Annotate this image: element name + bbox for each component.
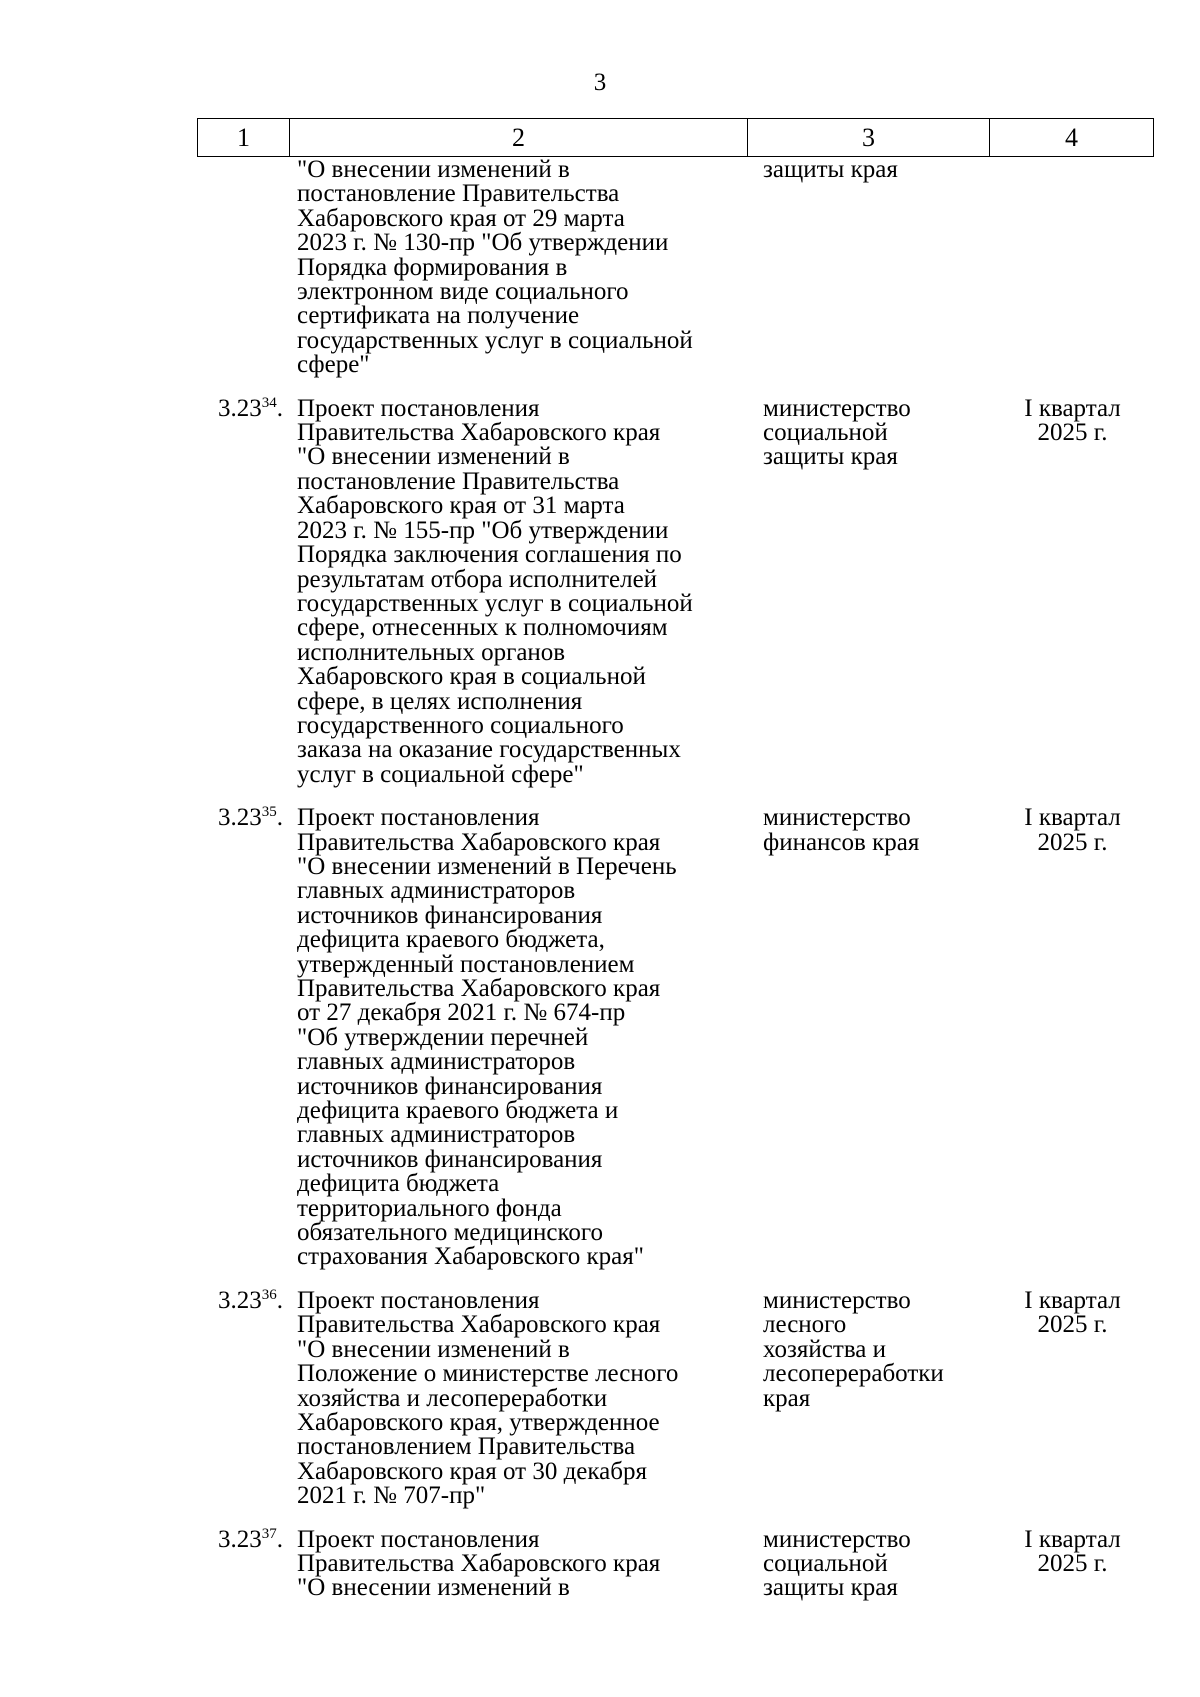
row-term: I квартал 2025 г. bbox=[1024, 804, 1121, 856]
row-number: 3.23$^{35}$. bbox=[218, 804, 283, 832]
row-title: Проект постановления Правительства Хабаровского края "О внесении изменений в Перечень главных администраторов источников финансирования дефицита краевого бюджета, утвержденный постановлением Правительства Хабаровского края от 27 декабря 2021 г. № 674-пр "Об утверждении перечней главных администраторов источников финансирования дефицита краевого бюджета и главных администраторов источников финансирования дефицита бюджета территориального фонда обязательного медицинского страхования Хабаровского края" bbox=[297, 804, 677, 1271]
table-header bbox=[197, 118, 1154, 157]
row-number: 3.23$^{36}$. bbox=[218, 1286, 283, 1314]
row-responsible: министерство социальной защиты края bbox=[763, 394, 911, 471]
row-responsible: министерство лесного хозяйства и лесопереработки края bbox=[763, 1286, 944, 1412]
row-title: "О внесении изменений в постановление Правительства Хабаровского края от 29 марта 2023 г. № 130-пр "Об утверждении Порядка формирования в электронном виде социального сертификата на получение государственных услуг в социальной сфере" bbox=[297, 156, 693, 379]
row-number: 3.23$^{37}$. bbox=[218, 1525, 283, 1553]
table-row bbox=[197, 1286, 1152, 1510]
header-col-3: 3 bbox=[748, 119, 990, 157]
header-col-4: 4 bbox=[990, 119, 1154, 157]
row-responsible: защиты края bbox=[763, 156, 898, 183]
row-title: Проект постановления Правительства Хабаровского края "О внесении изменений в bbox=[297, 1525, 661, 1602]
row-title: Проект постановления Правительства Хабаровского края "О внесении изменений в Положение о министерстве лесного хозяйства и лесопереработки Хабаровского края, утвержденное постановлением Правительства Хабаровского края от 30 декабря 2021 г. № 707-пр" bbox=[297, 1286, 679, 1510]
row-term: I квартал 2025 г. bbox=[1024, 394, 1121, 447]
table-row bbox=[197, 158, 1152, 378]
table-body bbox=[197, 158, 1152, 1620]
page-number: 3 bbox=[593, 69, 607, 96]
table-row bbox=[197, 1525, 1152, 1602]
row-term: I квартал 2025 г. bbox=[1024, 1525, 1121, 1577]
header-col-2: 2 bbox=[290, 119, 748, 157]
row-term: I квартал 2025 г. bbox=[1024, 1286, 1121, 1339]
table-row bbox=[197, 394, 1152, 788]
table-row bbox=[197, 806, 1152, 1270]
row-responsible: министерство финансов края bbox=[763, 804, 920, 856]
row-number: 3.23$^{34}$. bbox=[218, 394, 283, 422]
header-col-1: 1 bbox=[198, 119, 290, 157]
row-responsible: министерство социальной защиты края bbox=[763, 1525, 911, 1602]
row-title: Проект постановления Правительства Хабаровского края "О внесении изменений в постановление Правительства Хабаровского края от 31 марта 2023 г. № 155-пр "Об утверждении Порядка заключения соглашения по результатам отбора исполнителей государственных услуг в социальной сфере, отнесенных к полномочиям исполнительных органов Хабаровского края в социальной сфере, в целях исполнения государственного социального заказа на оказание государственных услуг в социальной сфере" bbox=[297, 394, 693, 788]
